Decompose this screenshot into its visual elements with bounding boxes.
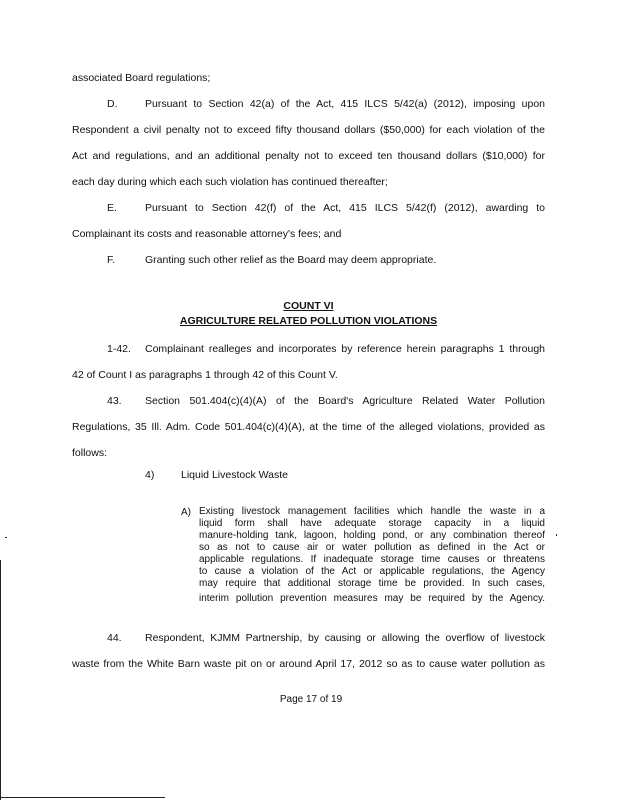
- quote-line: may require that additional storage time be provided. In such cases,: [199, 578, 545, 589]
- quote-line: to cause a violation of the Act or applicable regulations, the Agency: [199, 566, 545, 577]
- para-44-line: waste from the White Barn waste pit on or around April 17, 2012 so as to cause water pollution as: [72, 658, 545, 670]
- para-43-line: Section 501.404(c)(4)(A) of the Board's Agriculture Related Water Pollution: [145, 395, 545, 407]
- page-number: Page 17 of 19: [279, 694, 343, 705]
- quote-line: liquid form shall have adequate storage capacity in a liquid: [199, 518, 545, 529]
- scan-speck: [5, 537, 7, 538]
- count-title: COUNT VI: [283, 300, 334, 312]
- item-e-line: Complainant its costs and reasonable attorney's fees; and: [72, 228, 342, 240]
- quote-line: applicable regulations. If inadequate storage time causes or threatens: [199, 554, 545, 565]
- item-d-line: Act and regulations, and an additional penalty not to exceed ten thousand dollars ($10,000) for: [72, 150, 545, 162]
- para-44-line: Respondent, KJMM Partnership, by causing or allowing the overflow of livestock: [145, 632, 545, 644]
- quote-line: interim pollution prevention measures may be required by the Agency.: [199, 593, 545, 604]
- para-1-42-line: Complainant realleges and incorporates by reference herein paragraphs 1 through: [145, 343, 545, 355]
- para-label-43: 43.: [107, 395, 122, 407]
- item-label-e: E.: [107, 202, 117, 214]
- item-d-line: Respondent a civil penalty not to exceed fifty thousand dollars ($50,000) for each violation of the: [72, 124, 545, 136]
- para-1-42-line: 42 of Count I as paragraphs 1 through 42 of this Count V.: [72, 369, 338, 381]
- margin-rule: [0, 560, 1, 800]
- quote-label-a: A): [181, 507, 191, 518]
- para-label-1-42: 1-42.: [107, 343, 131, 355]
- text-line: associated Board regulations;: [72, 72, 211, 84]
- para-label-44: 44.: [107, 632, 122, 644]
- item-label-d: D.: [107, 98, 118, 110]
- item-f-line: Granting such other relief as the Board may deem appropriate.: [145, 254, 437, 266]
- subsection-number: 4): [145, 469, 155, 481]
- quote-line: Existing livestock management facilities which handle the waste in a: [199, 506, 545, 517]
- quote-line: so as not to cause air or water pollution as defined in the Act or: [199, 542, 545, 553]
- para-43-line: Regulations, 35 Ill. Adm. Code 501.404(c)(4)(A), at the time of the alleged violations, provided as: [72, 421, 545, 433]
- subsection-title: Liquid Livestock Waste: [181, 469, 288, 481]
- count-subtitle: AGRICULTURE RELATED POLLUTION VIOLATIONS: [179, 315, 438, 327]
- item-d-line: each day during which each such violation has continued thereafter;: [72, 176, 388, 188]
- scan-speck: [556, 534, 557, 536]
- bottom-rule: [0, 797, 165, 798]
- para-43-line: follows:: [72, 447, 108, 459]
- quote-line: manure-holding tank, lagoon, holding pond, or any combination thereof: [199, 530, 545, 541]
- item-d-line: Pursuant to Section 42(a) of the Act, 415 ILCS 5/42(a) (2012), imposing upon: [145, 98, 545, 110]
- item-label-f: F.: [107, 254, 116, 266]
- item-e-line: Pursuant to Section 42(f) of the Act, 415 ILCS 5/42(f) (2012), awarding to: [145, 202, 545, 214]
